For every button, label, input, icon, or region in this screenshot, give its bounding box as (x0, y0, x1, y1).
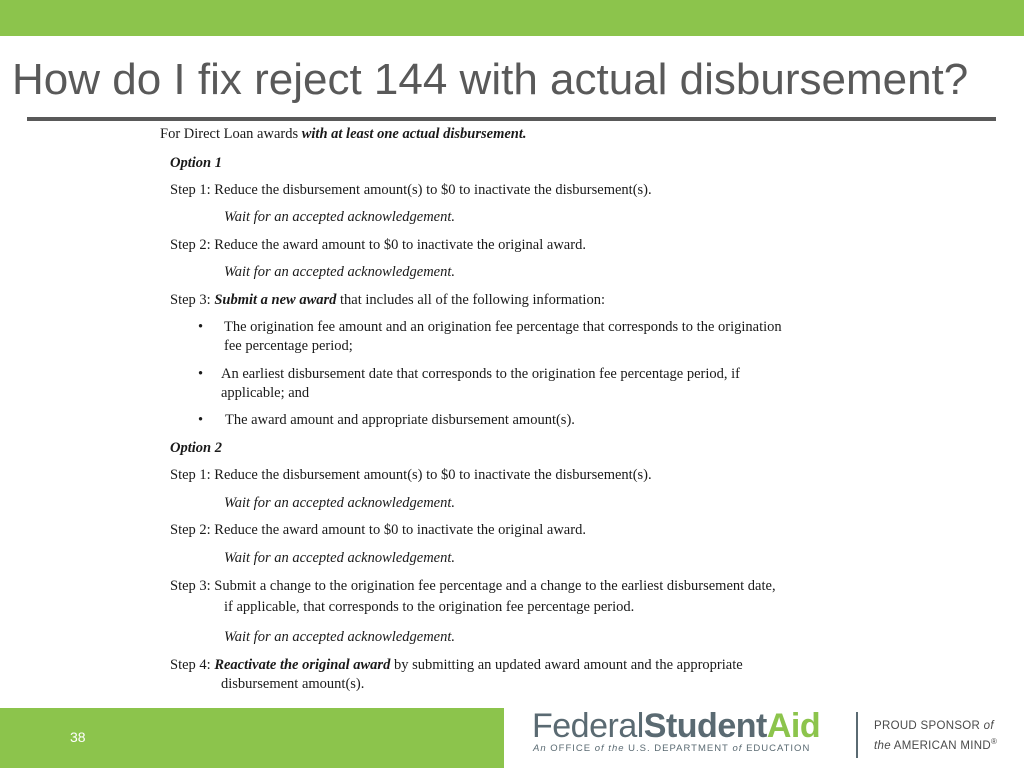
option-1-wait-2: Wait for an accepted acknowledgement. (224, 264, 456, 280)
option-2-step-2: Step 2: Reduce the award amount to $0 to inactivate the original award. (170, 522, 586, 538)
step-3-prefix: Step 3: (170, 292, 215, 308)
federal-student-aid-logo (532, 706, 1012, 766)
bullet-2-marker: • (198, 366, 204, 382)
step-4-emphasis: Reactivate the original award (214, 657, 391, 673)
option-2-step-4-line-1 (170, 656, 743, 674)
bullet-3-line-1: The award amount and appropriate disbursement amount(s). (225, 412, 575, 428)
option-2-heading: Option 2 (170, 440, 222, 456)
option-2-wait-2: Wait for an accepted acknowledgement. (224, 550, 456, 566)
bullet-2-line-1: An earliest disbursement date that corresponds to the origination fee percentage period, if (221, 366, 740, 382)
option-2-wait-3: Wait for an accepted acknowledgement. (224, 629, 456, 645)
logo-aid-word: Aid (766, 707, 821, 745)
step-4-suffix: by submitting an updated award amount and the appropriate (390, 657, 743, 673)
option-1-heading: Option 1 (170, 155, 222, 171)
page-number: 38 (70, 729, 86, 745)
option-2-wait-1: Wait for an accepted acknowledgement. (224, 495, 456, 511)
slide-title: How do I fix reject 144 with actual disbursement? (12, 55, 969, 104)
option-1-step-1: Step 1: Reduce the disbursement amount(s) to $0 to inactivate the disbursement(s). (170, 182, 652, 198)
logo-divider (856, 712, 858, 758)
option-1-step-2: Step 2: Reduce the award amount to $0 to inactivate the original award. (170, 237, 586, 253)
option-2-step-3-line-2: if applicable, that corresponds to the origination fee percentage period. (224, 599, 635, 615)
logo-student-word: Student (643, 707, 767, 745)
option-2-step-1: Step 1: Reduce the disbursement amount(s) to $0 to inactivate the disbursement(s). (170, 467, 652, 483)
bullet-2-line-2: applicable; and (221, 385, 310, 401)
option-1-wait-1: Wait for an accepted acknowledgement. (224, 209, 456, 225)
bullet-1-marker: • (198, 319, 204, 335)
option-2-step-4-line-2: disbursement amount(s). (221, 676, 365, 692)
step-4-prefix: Step 4: (170, 657, 215, 673)
bullet-3-marker: • (198, 412, 204, 428)
bullet-1-line-1: The origination fee amount and an origination fee percentage that corresponds to the origination (224, 319, 782, 335)
logo-tagline: An OFFICE of the U.S. DEPARTMENT of EDUCATION (533, 743, 811, 754)
intro-prefix: For Direct Loan awards (160, 126, 302, 142)
sponsor-tagline: PROUD SPONSOR of the AMERICAN MIND® (874, 720, 998, 752)
intro-emphasis: with at least one actual disbursement. (301, 126, 527, 142)
intro-line (160, 125, 527, 143)
logo-federal-word: Federal (532, 707, 644, 745)
bullet-1-line-2: fee percentage period; (224, 338, 353, 354)
logo-wordmark (532, 706, 820, 746)
step-3-suffix: that includes all of the following information: (336, 292, 605, 308)
option-2-step-3-line-1: Step 3: Submit a change to the origination fee percentage and a change to the earliest disbursement date, (170, 578, 776, 594)
option-1-step-3 (170, 291, 605, 309)
step-3-emphasis: Submit a new award (214, 292, 337, 308)
